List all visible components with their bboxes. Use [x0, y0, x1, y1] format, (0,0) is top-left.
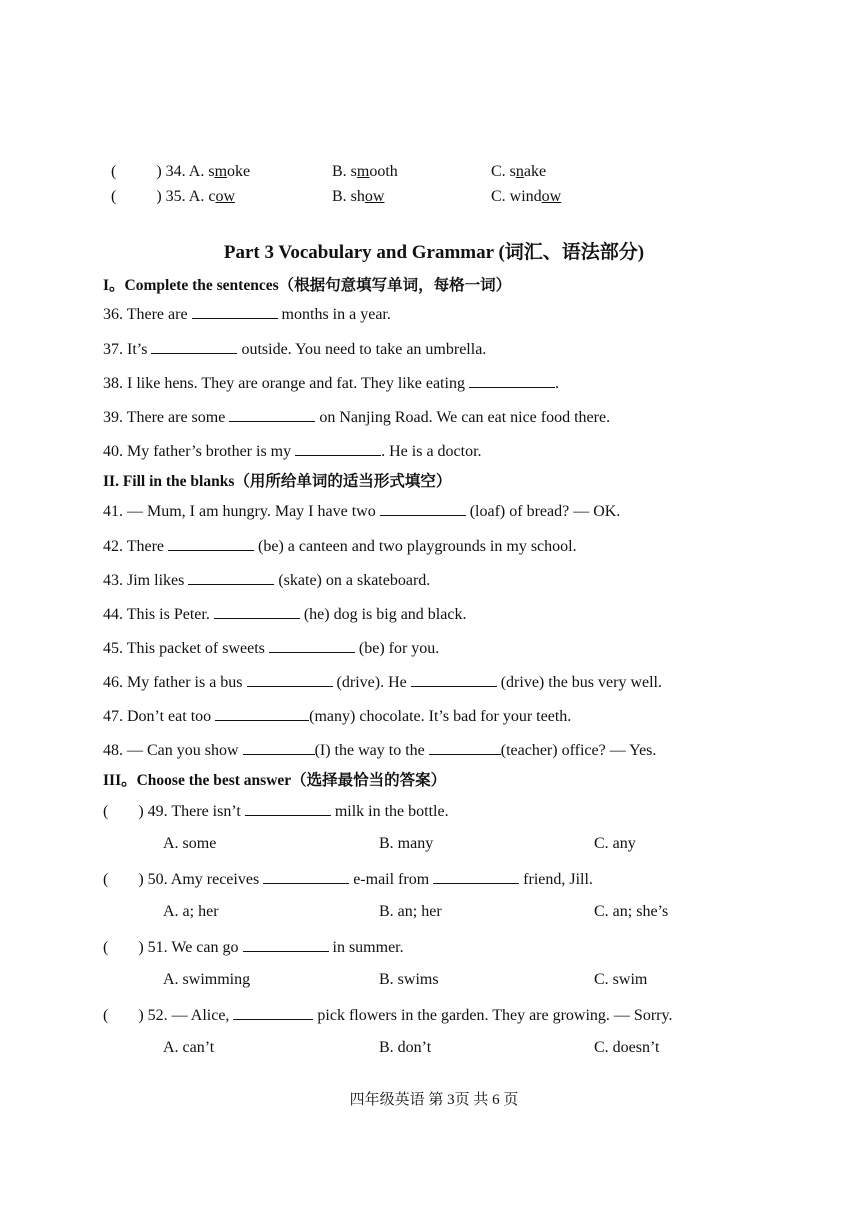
page-footer: 四年级英语 第 3页 共 6 页: [349, 1092, 519, 1108]
answer-blank[interactable]: [215, 705, 309, 721]
option-b: B. smooth: [332, 163, 398, 180]
question-35: ( ) 35. A. cow: [111, 188, 235, 205]
question-number: ) 35. A.: [156, 188, 209, 205]
question-44: 44. This is Peter. (he) dog is big and black.: [103, 603, 466, 625]
question-45: 45. This packet of sweets (be) for you.: [103, 637, 439, 659]
answer-blank[interactable]: [469, 372, 555, 388]
answer-blank[interactable]: [380, 500, 466, 516]
option-a: A. some: [163, 835, 217, 852]
answer-blank[interactable]: [429, 739, 501, 755]
answer-paren: (: [103, 871, 109, 888]
question-42: 42. There (be) a canteen and two playgrounds in my school.: [103, 535, 577, 557]
option-c: C. an; she’s: [594, 903, 669, 920]
answer-blank[interactable]: [243, 739, 315, 755]
option-c: C. window: [491, 188, 562, 205]
option-a: A. can’t: [163, 1039, 215, 1056]
option-c: C. swim: [594, 971, 648, 988]
answer-blank[interactable]: [263, 868, 349, 884]
question-number: ) 34. A.: [156, 163, 209, 180]
question-41: 41. — Mum, I am hungry. May I have two (loaf) of bread? — OK.: [103, 500, 620, 522]
underlined-letters: ow: [364, 188, 385, 205]
answer-blank[interactable]: [151, 338, 237, 354]
answer-blank[interactable]: [269, 637, 355, 653]
answer-blank[interactable]: [243, 936, 329, 952]
underlined-letters: ow: [215, 188, 235, 205]
answer-blank[interactable]: [168, 535, 254, 551]
answer-blank[interactable]: [411, 671, 497, 687]
answer-paren: (: [103, 803, 109, 820]
option-a: A. a; her: [163, 903, 219, 920]
question-49: ( ) 49. There isn’t milk in the bottle.: [103, 800, 449, 822]
section-heading-2: II. Fill in the blanks（用所给单词的适当形式填空）: [103, 473, 452, 490]
option-c: C. any: [594, 835, 636, 852]
question-48: 48. — Can you show (I) the way to the (teacher) office? — Yes.: [103, 739, 656, 761]
option-b: B. show: [332, 188, 385, 205]
option-b: B. don’t: [379, 1039, 432, 1056]
answer-paren: (: [111, 188, 117, 205]
answer-blank[interactable]: [233, 1004, 313, 1020]
question-40: 40. My father’s brother is my . He is a doctor.: [103, 440, 482, 462]
answer-blank[interactable]: [214, 603, 300, 619]
option-b: B. swims: [379, 971, 439, 988]
answer-blank[interactable]: [247, 671, 333, 687]
option-b: B. an; her: [379, 903, 442, 920]
answer-paren: (: [103, 939, 109, 956]
question-34: ( ) 34. A. smoke: [111, 163, 251, 180]
underlined-letters: n: [515, 163, 524, 180]
answer-paren: (: [103, 1007, 109, 1024]
question-36: 36. There are months in a year.: [103, 303, 391, 325]
question-47: 47. Don’t eat too (many) chocolate. It’s bad for your teeth.: [103, 705, 571, 727]
question-51: ( ) 51. We can go in summer.: [103, 936, 404, 958]
option-b: B. many: [379, 835, 434, 852]
part-title: Part 3 Vocabulary and Grammar (词汇、语法部分): [223, 242, 645, 263]
underlined-letters: ow: [541, 188, 562, 205]
underlined-letters: m: [356, 163, 370, 180]
option-a: A. swimming: [163, 971, 251, 988]
answer-blank[interactable]: [245, 800, 331, 816]
underlined-letters: m: [214, 163, 228, 180]
question-46: 46. My father is a bus (drive). He (drive) the bus very well.: [103, 671, 662, 693]
question-37: 37. It’s outside. You need to take an umbrella.: [103, 338, 486, 360]
question-52: ( ) 52. — Alice, pick flowers in the garden. They are growing. — Sorry.: [103, 1004, 672, 1026]
section-heading-3: III。Choose the best answer（选择最恰当的答案）: [103, 772, 447, 789]
question-43: 43. Jim likes (skate) on a skateboard.: [103, 569, 430, 591]
answer-blank[interactable]: [229, 406, 315, 422]
answer-blank[interactable]: [433, 868, 519, 884]
answer-blank[interactable]: [295, 440, 381, 456]
answer-paren: (: [111, 163, 117, 180]
question-50: ( ) 50. Amy receives e-mail from friend, Jill.: [103, 868, 593, 890]
answer-blank[interactable]: [192, 303, 278, 319]
option-c: C. snake: [491, 163, 547, 180]
question-39: 39. There are some on Nanjing Road. We can eat nice food there.: [103, 406, 610, 428]
question-38: 38. I like hens. They are orange and fat. They like eating .: [103, 372, 559, 394]
answer-blank[interactable]: [188, 569, 274, 585]
section-heading-1: I。Complete the sentences（根据句意填写单词，每格一词）: [103, 277, 512, 294]
option-c: C. doesn’t: [594, 1039, 660, 1056]
